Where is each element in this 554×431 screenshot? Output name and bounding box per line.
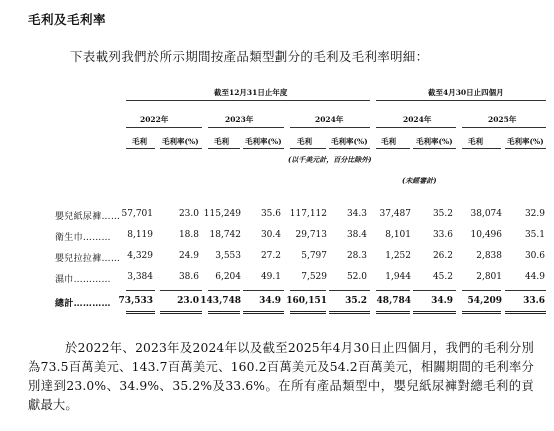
- group-header-months: 截至4月30日止四個月: [428, 88, 504, 97]
- table-cell: 48,784: [376, 296, 411, 306]
- table-cell: 29,713: [295, 230, 327, 240]
- col-margin: 毛利率(%): [416, 137, 453, 146]
- total-double-rule: [329, 311, 370, 314]
- col-rule: [505, 148, 546, 149]
- table-cell: 33.6: [523, 296, 545, 306]
- subtotal-rule: [208, 290, 240, 291]
- year-header-2024: 2024年: [315, 115, 344, 124]
- year-rule-2024: [290, 127, 370, 128]
- year-header-2025-4m: 2025年: [488, 115, 517, 124]
- table-cell: 8,101: [385, 230, 411, 240]
- table-cell: 1,944: [385, 272, 411, 282]
- col-rule: [376, 148, 410, 149]
- row-label-text: 濕巾: [55, 275, 74, 285]
- col-gross-profit: 毛利: [468, 137, 483, 146]
- row-leader-dots: ……: [101, 212, 121, 222]
- year-rule-2022: [126, 127, 202, 128]
- col-margin: 毛利率(%): [162, 137, 199, 146]
- row-label-text: 總計: [55, 299, 74, 309]
- subtotal-rule: [290, 290, 326, 291]
- section-title: 毛利及毛利率: [28, 12, 107, 27]
- table-cell: 5,797: [301, 251, 327, 261]
- table-cell: 49.1: [260, 272, 281, 282]
- table-cell: 34.3: [346, 209, 367, 219]
- table-cell: 30.6: [524, 251, 545, 261]
- row-label-text: 嬰兒拉拉褲: [55, 254, 102, 264]
- col-margin: 毛利率(%): [331, 137, 368, 146]
- year-rule-2024-4m: [376, 127, 456, 128]
- year-rule-2023: [208, 127, 284, 128]
- table-cell: 1,252: [385, 251, 411, 261]
- table-cell: 37,487: [379, 209, 411, 219]
- total-double-rule: [243, 311, 284, 314]
- subtotal-rule: [505, 290, 546, 291]
- table-cell: 28.3: [346, 251, 367, 261]
- table-cell: 3,384: [127, 272, 153, 282]
- col-gross-profit: 毛利: [297, 137, 312, 146]
- total-double-rule: [208, 311, 240, 314]
- table-cell: 18.8: [178, 230, 199, 240]
- total-double-rule: [160, 311, 202, 314]
- total-double-rule: [376, 311, 410, 314]
- table-cell: 4,329: [127, 251, 153, 261]
- table-cell: 38,074: [470, 209, 502, 219]
- table-cell: 7,529: [301, 272, 327, 282]
- row-leader-dots: ……: [101, 254, 121, 264]
- table-cell: 23.0: [177, 296, 199, 306]
- table-cell: 2,838: [476, 251, 502, 261]
- unit-note: (以千美元計，百分比除外): [288, 155, 372, 164]
- table-cell: 35.1: [524, 230, 545, 240]
- table-cell: 38.6: [178, 272, 199, 282]
- group-rule-months: [376, 100, 546, 101]
- table-cell: 32.9: [524, 209, 545, 219]
- table-cell: 24.9: [178, 251, 199, 261]
- subtotal-rule: [413, 290, 456, 291]
- table-cell: 52.0: [346, 272, 367, 282]
- year-header-2022: 2022年: [140, 115, 169, 124]
- table-cell: 115,249: [203, 209, 241, 219]
- col-rule: [160, 148, 202, 149]
- col-gross-profit: 毛利: [381, 137, 396, 146]
- year-header-2023: 2023年: [225, 115, 254, 124]
- col-rule: [208, 148, 240, 149]
- table-cell: 30.4: [260, 230, 281, 240]
- table-cell: 45.2: [432, 272, 453, 282]
- col-margin: 毛利率(%): [245, 137, 282, 146]
- row-label-text: 嬰兒紙尿褲: [55, 212, 102, 222]
- table-cell: 54,209: [467, 296, 502, 306]
- col-margin: 毛利率(%): [507, 137, 544, 146]
- table-cell: 35.2: [345, 296, 367, 306]
- group-header-years: 截至12月31日止年度: [214, 88, 288, 97]
- col-rule: [243, 148, 284, 149]
- table-cell: 57,701: [121, 209, 153, 219]
- group-rule-years: [126, 100, 370, 101]
- total-double-rule: [413, 311, 456, 314]
- row-leader-dots: ………: [82, 233, 111, 243]
- table-cell: 8,119: [127, 230, 153, 240]
- table-cell: 26.2: [432, 251, 453, 261]
- subtotal-rule: [126, 290, 155, 291]
- table-cell: 27.2: [260, 251, 281, 261]
- col-rule: [126, 148, 155, 149]
- col-gross-profit: 毛利: [214, 137, 229, 146]
- col-rule: [413, 148, 456, 149]
- table-cell: 143,748: [200, 296, 241, 306]
- table-cell: 35.6: [260, 209, 281, 219]
- subtotal-rule: [329, 290, 370, 291]
- table-cell: 3,553: [215, 251, 241, 261]
- col-gross-profit: 毛利: [132, 137, 147, 146]
- table-cell: 35.2: [432, 209, 453, 219]
- table-cell: 160,151: [286, 296, 327, 306]
- row-leader-dots: …………: [73, 299, 111, 309]
- col-rule: [329, 148, 370, 149]
- total-double-rule: [505, 311, 546, 314]
- table-cell: 6,204: [215, 272, 241, 282]
- table-cell: 34.9: [431, 296, 453, 306]
- table-cell: 2,801: [476, 272, 502, 282]
- table-cell: 10,496: [470, 230, 502, 240]
- table-cell: 117,112: [289, 209, 327, 219]
- total-double-rule: [462, 311, 501, 314]
- total-double-rule: [126, 311, 155, 314]
- col-rule: [462, 148, 501, 149]
- row-label: [55, 230, 111, 243]
- col-rule: [290, 148, 326, 149]
- year-rule-2025-4m: [462, 127, 546, 128]
- subtotal-rule: [376, 290, 410, 291]
- subtotal-rule: [243, 290, 284, 291]
- total-double-rule: [290, 311, 326, 314]
- table-cell: 18,742: [209, 230, 241, 240]
- summary-paragraph: 於2022年、2023年及2024年以及截至2025年4月30日止四個月，我們的毛利分別為73.5百萬美元、143.7百萬美元、160.2百萬美元及54.2百萬美元，相關期間的毛利率分別達到23.0%、34.9%、35.2%及33.6%。在所有產品類型中，嬰兒紙尿褲對總毛利的貢獻最大。: [28, 341, 534, 412]
- subtotal-rule: [462, 290, 501, 291]
- intro-text: 下表載列我們於所示期間按產品類型劃分的毛利及毛利率明細：: [70, 49, 429, 64]
- year-header-2024-4m: 2024年: [403, 115, 432, 124]
- table-cell: 73,533: [118, 296, 153, 306]
- unaudited-note: (未經審計): [402, 176, 437, 185]
- table-cell: 44.9: [524, 272, 545, 282]
- table-cell: 23.0: [178, 209, 199, 219]
- row-label: [55, 296, 111, 309]
- table-cell: 34.9: [259, 296, 281, 306]
- subtotal-rule: [160, 290, 202, 291]
- table-cell: 33.6: [432, 230, 453, 240]
- row-label: [55, 272, 111, 285]
- row-leader-dots: …………: [73, 275, 111, 285]
- row-label-text: 衛生巾: [55, 233, 83, 243]
- table-cell: 38.4: [346, 230, 367, 240]
